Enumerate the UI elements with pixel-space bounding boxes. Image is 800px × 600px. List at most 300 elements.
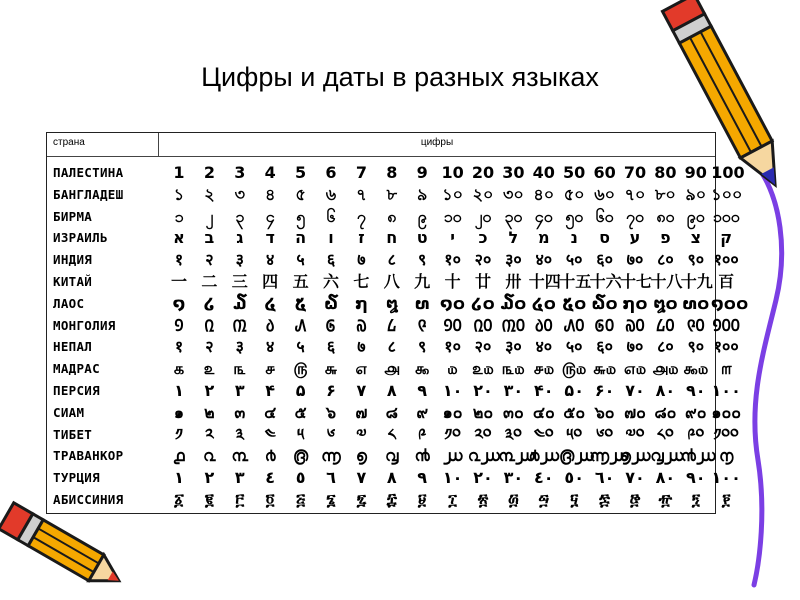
numeral-cell: ໖ xyxy=(324,293,338,313)
numeral-cell: ७० xyxy=(626,250,644,270)
numeral-cell: ٧ xyxy=(356,468,367,488)
numeral-cell: ໒໐ xyxy=(471,293,495,313)
numeral-cell: ൪൰ xyxy=(528,446,559,466)
column-header-digits: цифры xyxy=(159,133,715,157)
numeral-cell: ൭ xyxy=(355,446,367,466)
numeral-cell: ६० xyxy=(596,250,613,270)
numeral-cell: ১০০ xyxy=(711,184,743,204)
numeral-cell: ७ xyxy=(357,250,366,270)
numeral-cell: ২ xyxy=(204,184,215,204)
numeral-cell: ፲ xyxy=(448,490,457,509)
numeral-cell: ൱ xyxy=(719,446,734,466)
numeral-cell: ६० xyxy=(596,337,613,357)
numeral-cell: ๒๐ xyxy=(472,402,494,422)
numeral-cell: ٩ xyxy=(417,468,428,488)
numeral-cell: ൩ xyxy=(231,446,249,466)
country-name: ПЕРСИЯ xyxy=(53,383,100,398)
numeral-cell: ६ xyxy=(326,250,336,270)
numeral-cell: ௭௰ xyxy=(623,359,647,379)
numeral-cell: ᠖᠐ xyxy=(594,315,615,335)
numeral-cell: ᠑᠐ xyxy=(443,315,462,335)
numeral-cell: ፻ xyxy=(721,490,731,509)
numeral-cell: ३० xyxy=(505,250,522,270)
numeral-cell: ፺ xyxy=(691,490,701,509)
numeral-cell: ፹ xyxy=(658,490,673,509)
numeral-cell: 5 xyxy=(295,163,307,182)
numeral-cell: ௨ xyxy=(203,359,216,379)
numeral-cell: ௱ xyxy=(720,359,732,379)
numeral-cell: ৭ xyxy=(356,184,367,204)
numeral-cell: ז xyxy=(358,228,365,248)
numeral-cell: 一 xyxy=(170,272,187,291)
table-row xyxy=(47,293,749,315)
decorative-swirl xyxy=(740,160,800,590)
numeral-cell: ᠓ xyxy=(232,315,247,335)
numeral-cell: ໙໐ xyxy=(682,293,710,313)
numeral-cell: 十六 xyxy=(589,272,622,291)
numeral-cell: 百 xyxy=(718,272,735,291)
numeral-cell: ۵۰ xyxy=(564,381,584,400)
numeral-cell: ༨༠ xyxy=(656,424,674,444)
numeral-cell: ፷ xyxy=(599,490,611,509)
numeral-cell: 九 xyxy=(414,272,431,291)
numeral-cell: ၄၀ xyxy=(534,206,553,226)
numeral-cell: ௮ xyxy=(383,359,400,379)
table-row xyxy=(47,468,741,489)
table-row xyxy=(47,184,743,206)
numeral-cell: ४० xyxy=(535,250,553,270)
numeral-cell: ፴ xyxy=(507,490,519,509)
numeral-cell: ፮ xyxy=(326,490,336,509)
numeral-cell: ໑ xyxy=(172,293,186,313)
country-name: СИАМ xyxy=(53,404,85,420)
numeral-cell: י xyxy=(450,228,455,248)
numeral-cell: 十五 xyxy=(559,272,592,291)
column-header-country: страна xyxy=(47,133,159,157)
numeral-cell: १० xyxy=(444,250,461,270)
numeral-cell: ൯൰ xyxy=(680,446,716,466)
numeral-cell: ໔໐ xyxy=(531,293,556,313)
numeral-cell: ༧ xyxy=(356,424,367,444)
numeral-cell: ৫০ xyxy=(563,184,585,204)
numeral-cell: ༣༠ xyxy=(504,424,522,444)
numeral-cell: ፰ xyxy=(386,490,398,509)
numeral-cell: ༢༠ xyxy=(474,424,492,444)
numeral-cell: ၁၀၀ xyxy=(712,206,740,226)
numeral-cell: ໑໐ xyxy=(440,293,465,313)
numeral-cell: ൫൰ xyxy=(559,446,594,466)
numeral-cell: ५ xyxy=(296,337,305,357)
numeral-cell: ๒ xyxy=(204,402,215,422)
country-name: ИЗРАИЛЬ xyxy=(53,230,108,246)
numeral-cell: ໘ xyxy=(385,293,398,313)
numeral-cell: ৮ xyxy=(386,184,397,204)
numeral-cell: ๗๐ xyxy=(624,402,646,422)
numeral-cell: ၉၀ xyxy=(686,206,705,226)
numeral-cell: ۹ xyxy=(417,381,428,400)
numeral-cell: ١ xyxy=(174,468,184,488)
numeral-cell: ٤٠ xyxy=(534,468,554,488)
numerals-table xyxy=(46,132,749,514)
numeral-cell: ௪௰ xyxy=(533,359,555,379)
numeral-cell: ၆၀ xyxy=(595,206,614,226)
numeral-cell: ௬ xyxy=(324,359,338,379)
numeral-cell: ٣٠ xyxy=(503,468,524,488)
numeral-cell: ፳ xyxy=(477,490,489,509)
numeral-cell: ५० xyxy=(565,250,583,270)
numeral-cell: ๘๐ xyxy=(654,402,677,422)
country-name: ТИБЕТ xyxy=(53,426,93,442)
pencil-icon-top-right xyxy=(660,0,800,200)
numeral-cell: ৩০ xyxy=(502,184,524,204)
numeral-cell: १०० xyxy=(713,250,739,270)
numeral-cell: ७० xyxy=(626,337,644,357)
numeral-cell: 20 xyxy=(471,163,495,182)
numeral-cell: ٢ xyxy=(204,468,215,488)
numeral-cell: ١٠ xyxy=(442,468,463,488)
numeral-cell: ၂ xyxy=(205,206,214,226)
numeral-cell: ௫ xyxy=(293,359,308,379)
numeral-cell: ב xyxy=(204,228,215,248)
numeral-cell: ๖ xyxy=(325,402,337,422)
numeral-cell: ௮௰ xyxy=(652,359,679,379)
table-row xyxy=(47,272,735,293)
numeral-cell: ९ xyxy=(418,337,427,357)
country-name: МАДРАС xyxy=(53,361,100,377)
numeral-cell: ט xyxy=(416,228,428,248)
pencil-icon-bottom-left xyxy=(0,505,130,600)
numeral-cell: ᠕᠐ xyxy=(563,315,585,335)
numeral-cell: ၇ xyxy=(356,206,366,226)
numeral-cell: ၅ xyxy=(296,206,306,226)
numeral-cell: ໒ xyxy=(203,293,215,313)
numeral-cell: 10 xyxy=(441,163,464,182)
numeral-cell: ໕ xyxy=(294,293,307,313)
numeral-cell: 70 xyxy=(623,163,647,182)
numeral-cell: ק xyxy=(720,228,733,248)
numeral-cell: ໘໐ xyxy=(653,293,678,313)
numeral-cell: २ xyxy=(205,250,214,270)
numeral-cell: ۶ xyxy=(326,381,336,400)
numeral-cell: ᠒ xyxy=(204,315,215,335)
numeral-cell: ༥ xyxy=(297,424,305,444)
numeral-cell: ۱ xyxy=(174,381,184,400)
numeral-cell: २० xyxy=(474,250,492,270)
numeral-cell: נ xyxy=(570,228,578,248)
numeral-cell: 卅 xyxy=(505,272,522,291)
numeral-cell: ๕๐ xyxy=(563,402,586,422)
numeral-cell: ३० xyxy=(505,337,522,357)
country-name: БИРМА xyxy=(53,208,93,224)
country-name: НЕПАЛ xyxy=(53,339,93,355)
numeral-cell: 八 xyxy=(383,272,400,291)
numeral-cell: ๘ xyxy=(385,402,398,422)
numeral-cell: ע xyxy=(629,228,641,248)
numeral-cell: ۴ xyxy=(265,381,276,400)
numeral-cell: ٦ xyxy=(326,468,336,488)
numeral-cell: ໔ xyxy=(264,293,277,313)
numeral-cell: ۸۰ xyxy=(655,381,676,400)
numeral-cell: ᠗᠐ xyxy=(625,315,645,335)
numeral-cell: ๔๐ xyxy=(532,402,555,422)
numeral-cell: ১০ xyxy=(442,184,463,204)
country-name: КИТАЙ xyxy=(53,274,93,289)
numeral-cell: ௰ xyxy=(447,359,458,379)
numeral-cell: 80 xyxy=(654,163,677,182)
numeral-cell: 四 xyxy=(262,272,279,291)
numeral-cell: ၁၀ xyxy=(443,206,462,226)
numeral-cell: ४० xyxy=(535,337,553,357)
table-row xyxy=(47,424,739,446)
numeral-cell: ৪ xyxy=(264,184,276,204)
numeral-cell: 4 xyxy=(264,163,276,182)
numeral-cell: ๔ xyxy=(264,402,277,422)
numeral-cell: ൰ xyxy=(442,446,463,466)
numeral-cell: ৩ xyxy=(234,184,245,204)
numeral-cell: ๕ xyxy=(294,402,307,422)
numeral-cell: ৮০ xyxy=(654,184,676,204)
table-row xyxy=(47,402,742,424)
numeral-cell: ۸ xyxy=(386,381,397,400)
table-row xyxy=(47,228,733,249)
numeral-cell: ٣ xyxy=(234,468,245,488)
numeral-cell: ༩༠ xyxy=(687,424,705,444)
numeral-cell: ۲ xyxy=(204,381,215,400)
numeral-cell: ൪ xyxy=(264,446,276,466)
numeral-cell: ፱ xyxy=(417,490,427,509)
country-name: ИНДИЯ xyxy=(53,252,93,268)
numeral-cell: ד xyxy=(265,228,275,248)
numeral-cell: 60 xyxy=(593,163,616,182)
numeral-cell: ᠓᠐ xyxy=(501,315,525,335)
numeral-cell: ٥٠ xyxy=(564,468,584,488)
table-row xyxy=(47,359,732,380)
numeral-cell: ௧ xyxy=(173,359,185,379)
numeral-cell: ᠗ xyxy=(356,315,367,335)
numeral-cell: ᠔᠐ xyxy=(534,315,553,335)
numeral-cell: ๙ xyxy=(416,402,429,422)
numeral-cell: ௯ xyxy=(414,359,430,379)
numeral-cell: ৭০ xyxy=(624,184,646,204)
numeral-cell: ᠘᠐ xyxy=(656,315,675,335)
numeral-cell: ၅၀ xyxy=(565,206,584,226)
numeral-cell: ༡༠ xyxy=(444,424,461,444)
numeral-cell: צ xyxy=(690,228,702,248)
numeral-cell: १० xyxy=(444,337,461,357)
numeral-cell: १०० xyxy=(713,337,739,357)
numeral-cell: ፵ xyxy=(538,490,550,509)
numeral-cell: 7 xyxy=(355,163,367,182)
numeral-cell: ၈ xyxy=(387,206,397,226)
numeral-cell: 30 xyxy=(502,163,525,182)
numeral-cell: ל xyxy=(508,228,519,248)
numeral-cell: 2 xyxy=(203,163,215,182)
numeral-cell: ໓ xyxy=(233,293,247,313)
numeral-cell: ח xyxy=(386,228,398,248)
numeral-cell: ۶۰ xyxy=(594,381,615,400)
numeral-cell: ᠒᠐ xyxy=(473,315,493,335)
numeral-cell: 1 xyxy=(173,163,185,182)
numeral-cell: ३ xyxy=(235,250,244,270)
numeral-cell: ၉ xyxy=(417,206,427,226)
numeral-cell: ३ xyxy=(235,337,244,357)
numeral-cell: ၃ xyxy=(235,206,245,226)
numeral-cell: ໑໐໐ xyxy=(711,293,749,313)
numeral-cell: ൨൰ xyxy=(468,446,500,466)
table-row xyxy=(47,206,740,228)
numeral-cell: ൩൰ xyxy=(498,446,535,466)
numeral-cell: ໓໐ xyxy=(500,293,527,313)
numeral-cell: ५ xyxy=(296,250,305,270)
numeral-cell: ൧ xyxy=(173,446,185,466)
numeral-cell: ፯ xyxy=(356,490,367,509)
numeral-cell: ൮൰ xyxy=(650,446,684,466)
numeral-cell: ๓ xyxy=(234,402,246,422)
numeral-cell: ༡ xyxy=(175,424,183,444)
numeral-cell: ๑๐ xyxy=(442,402,463,422)
numeral-cell: ९ xyxy=(418,250,427,270)
numeral-cell: ٢٠ xyxy=(473,468,493,488)
numeral-cell: ༤༠ xyxy=(533,424,554,444)
numeral-cell: ٨ xyxy=(386,468,397,488)
numeral-cell: ٩٠ xyxy=(686,468,706,488)
numeral-cell: ২০ xyxy=(472,184,494,204)
country-name: ТРАВАНКОР xyxy=(53,448,124,464)
numeral-cell: ௩ xyxy=(233,359,246,379)
numeral-cell: ၄ xyxy=(265,206,275,226)
numeral-cell: ๗ xyxy=(355,402,368,422)
numeral-cell: ۲۰ xyxy=(473,381,493,400)
numeral-cell: ۱۰۰ xyxy=(711,381,741,400)
numeral-cell: ᠔ xyxy=(265,315,275,335)
numeral-cell: ໖໐ xyxy=(591,293,618,313)
table-row xyxy=(47,315,740,337)
numeral-cell: ፪ xyxy=(205,490,214,509)
numeral-cell: 8 xyxy=(386,163,398,182)
numeral-cell: १ xyxy=(174,250,184,270)
numeral-cell: ۱۰ xyxy=(442,381,463,400)
numeral-cell: ๑๐๐ xyxy=(711,402,742,422)
numeral-cell: ໗ xyxy=(355,293,368,313)
numeral-cell: ༢ xyxy=(205,424,214,444)
country-name: БАНГЛАДЕШ xyxy=(53,186,124,202)
table-row xyxy=(47,490,731,511)
numeral-cell: ൫ xyxy=(293,446,309,466)
numeral-cell: ٥ xyxy=(295,468,306,488)
table-row xyxy=(47,250,739,271)
numeral-cell: פ xyxy=(660,228,671,248)
numeral-cell: ໗໐ xyxy=(622,293,648,313)
numeral-cell: ၈၀ xyxy=(656,206,675,226)
numeral-cell: 七 xyxy=(353,272,370,291)
numeral-cell: ५० xyxy=(565,337,583,357)
numeral-cell: 六 xyxy=(322,272,339,291)
numeral-cell: ௨௰ xyxy=(472,359,494,379)
numeral-cell: ༧༠ xyxy=(625,424,645,444)
numeral-cell: २ xyxy=(205,337,214,357)
numeral-cell: 二 xyxy=(201,272,218,291)
numeral-cell: ༥༠ xyxy=(566,424,583,444)
numeral-cell: ൭൰ xyxy=(620,446,651,466)
numeral-cell: 十八 xyxy=(650,272,683,291)
numeral-cell: מ xyxy=(538,228,550,248)
table-row xyxy=(47,163,745,184)
numeral-cell: ᠑ xyxy=(174,315,184,335)
numeral-cell: ١٠٠ xyxy=(711,468,741,488)
numeral-cell: ۴۰ xyxy=(534,381,554,400)
numeral-cell: ໙ xyxy=(414,293,430,313)
numeral-cell: ༡༠༠ xyxy=(713,424,739,444)
numeral-cell: ၂၀ xyxy=(474,206,492,226)
numeral-cell: ፭ xyxy=(296,490,306,509)
numeral-cell: ፬ xyxy=(265,490,275,509)
numeral-cell: ௬௰ xyxy=(592,359,617,379)
numeral-cell: ६ xyxy=(326,337,336,357)
numeral-cell: ৫ xyxy=(295,184,306,204)
numeral-cell: 十七 xyxy=(620,272,653,291)
numeral-cell: ༦ xyxy=(326,424,336,444)
numeral-cell: ᠖ xyxy=(325,315,337,335)
numeral-cell: ᠘ xyxy=(387,315,397,335)
numeral-cell: ১ xyxy=(173,184,185,204)
numeral-cell: ༦༠ xyxy=(596,424,614,444)
slide-title: Цифры и даты в разных языках xyxy=(201,62,599,92)
numeral-cell: ה xyxy=(295,228,307,248)
table-row xyxy=(47,381,741,402)
numeral-cell: ג xyxy=(236,228,244,248)
numeral-cell: ৬০ xyxy=(594,184,615,204)
numeral-cell: ᠙᠐ xyxy=(686,315,705,335)
country-name: ТУРЦИЯ xyxy=(53,470,100,486)
numeral-cell: ৯ xyxy=(416,184,428,204)
numeral-cell: ס xyxy=(599,228,611,248)
numeral-cell: 50 xyxy=(563,163,586,182)
numeral-cell: 十九 xyxy=(680,272,713,291)
numeral-cell: ۳۰ xyxy=(503,381,524,400)
numeral-cell: ৬ xyxy=(325,184,337,204)
numeral-cell: ९० xyxy=(687,337,705,357)
numeral-cell: 6 xyxy=(325,163,337,182)
numeral-cell: ८० xyxy=(657,337,674,357)
numeral-cell: ၇၀ xyxy=(626,206,644,226)
numeral-cell: ၁ xyxy=(174,206,184,226)
numeral-cell: ४ xyxy=(266,250,275,270)
numeral-cell: ൬ xyxy=(321,446,341,466)
numeral-cell: ፫ xyxy=(235,490,245,509)
numeral-cell: 3 xyxy=(234,163,246,182)
numeral-cell: 9 xyxy=(416,163,428,182)
numeral-cell: ௯௰ xyxy=(683,359,709,379)
numeral-cell: ٤ xyxy=(265,468,276,488)
numeral-cell: 十 xyxy=(444,272,461,291)
numeral-cell: א xyxy=(173,228,185,248)
numeral-cell: 三 xyxy=(231,272,248,291)
table-row xyxy=(47,446,734,467)
numeral-cell: ۵ xyxy=(295,381,306,400)
numeral-cell: 廿 xyxy=(474,272,491,291)
numeral-cell: ๖๐ xyxy=(594,402,615,422)
numeral-cell: ८ xyxy=(387,250,396,270)
numeral-cell: २० xyxy=(474,337,492,357)
numeral-cell: ८ xyxy=(387,337,396,357)
numeral-cell: כ xyxy=(478,228,488,248)
numeral-cell: 90 xyxy=(684,163,707,182)
numeral-cell: ༤ xyxy=(264,424,276,444)
numeral-cell: ٨٠ xyxy=(655,468,676,488)
numeral-cell: ४ xyxy=(266,337,275,357)
country-name: ЛАОС xyxy=(53,295,85,311)
numeral-cell: ௫௰ xyxy=(562,359,587,379)
